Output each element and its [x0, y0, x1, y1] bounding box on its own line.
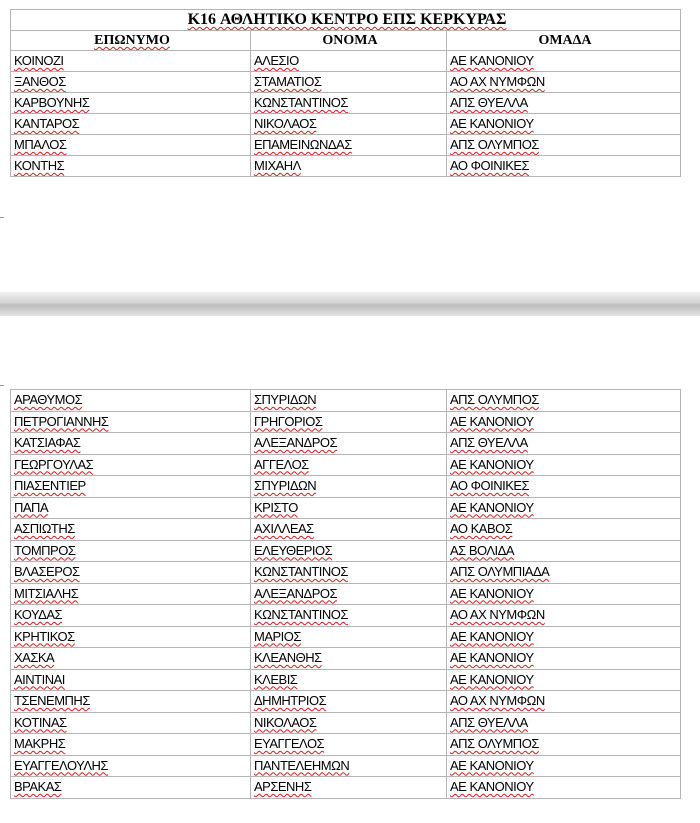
table-row — [11, 540, 681, 562]
cell-team: ΑΠΣ ΘΥΕΛΛΑ — [447, 93, 681, 114]
cell-team: ΑΠΣ ΘΥΕΛΛΑ — [447, 433, 681, 455]
table-row — [11, 433, 681, 455]
cell-name: ΣΠΥΡΙΔΩΝ — [251, 390, 447, 412]
table-row — [11, 114, 681, 135]
cell-surname: ΧΑΣΚΑ — [11, 648, 251, 670]
table-body-page-2 — [11, 390, 681, 799]
table-row — [11, 755, 681, 777]
table-row — [11, 691, 681, 713]
cell-surname: ΑΡΑΘΥΜΟΣ — [11, 390, 251, 412]
table-row — [11, 390, 681, 412]
cell-surname: ΞΑΝΘΟΣ — [11, 72, 251, 93]
cell-team: ΑΕ ΚΑΝΟΝΙΟΥ — [447, 755, 681, 777]
table-row — [11, 454, 681, 476]
cell-team: ΑΕ ΚΑΝΟΝΙΟΥ — [447, 411, 681, 433]
cell-surname: ΠΑΠΑ — [11, 497, 251, 519]
cell-surname: ΜΠΑΛΟΣ — [11, 135, 251, 156]
cell-name: ΣΠΥΡΙΔΩΝ — [251, 476, 447, 498]
cell-name: ΚΛΕΑΝΘΗΣ — [251, 648, 447, 670]
table-title — [11, 10, 681, 31]
table-row — [11, 497, 681, 519]
cell-name: ΓΡΗΓΟΡΙΟΣ — [251, 411, 447, 433]
cell-team: ΑΣ ΒΟΛΙΔΑ — [447, 540, 681, 562]
cell-team: ΑΠΣ ΟΛΥΜΠΟΣ — [447, 135, 681, 156]
cell-surname: ΤΟΜΠΡΟΣ — [11, 540, 251, 562]
cell-team: ΑΠΣ ΟΛΥΜΠΟΣ — [447, 390, 681, 412]
cell-team: ΑΟ ΚΑΒΟΣ — [447, 519, 681, 541]
cell-team: ΑΕ ΚΑΝΟΝΙΟΥ — [447, 497, 681, 519]
table-row — [11, 519, 681, 541]
cell-name: ΑΧΙΛΛΕΑΣ — [251, 519, 447, 541]
cell-name: ΚΩΝΣΤΑΝΤΙΝΟΣ — [251, 605, 447, 627]
cell-name: ΠΑΝΤΕΛΕΗΜΩΝ — [251, 755, 447, 777]
table-row — [11, 562, 681, 584]
cell-name: ΑΓΓΕΛΟΣ — [251, 454, 447, 476]
cell-team: ΑΕ ΚΑΝΟΝΙΟΥ — [447, 454, 681, 476]
cell-name: ΕΠΑΜΕΙΝΩΝΔΑΣ — [251, 135, 447, 156]
cell-name: ΔΗΜΗΤΡΙΟΣ — [251, 691, 447, 713]
cell-team: ΑΕ ΚΑΝΟΝΙΟΥ — [447, 669, 681, 691]
table-row — [11, 648, 681, 670]
cell-name: ΑΡΣΕΝΗΣ — [251, 777, 447, 799]
cell-team: ΑΟ ΑΧ ΝΥΜΦΩΝ — [447, 691, 681, 713]
cell-surname: ΚΟΤΙΝΑΣ — [11, 712, 251, 734]
cell-surname: ΑΙΝΤΙΝΑΙ — [11, 669, 251, 691]
table-row — [11, 669, 681, 691]
cell-surname: ΚΟΝΤΗΣ — [11, 156, 251, 177]
cell-name: ΝΙΚΟΛΑΟΣ — [251, 712, 447, 734]
table-row — [11, 476, 681, 498]
table-row — [11, 51, 681, 72]
cell-surname: ΠΙΑΣΕΝΤΙΕΡ — [11, 476, 251, 498]
header-team: ΟΜΑΔΑ — [447, 31, 681, 51]
header-surname: ΕΠΩΝΥΜΟ — [11, 31, 251, 51]
cell-name: ΚΛΕΒΙΣ — [251, 669, 447, 691]
cell-name: ΑΛΕΞΑΝΔΡΟΣ — [251, 433, 447, 455]
cell-team: ΑΕ ΚΑΝΟΝΙΟΥ — [447, 114, 681, 135]
table-row — [11, 93, 681, 114]
header-name: ΟΝΟΜΑ — [251, 31, 447, 51]
cell-surname: ΒΡΑΚΑΣ — [11, 777, 251, 799]
cell-surname: ΚΑΡΒΟΥΝΗΣ — [11, 93, 251, 114]
table-row — [11, 72, 681, 93]
page-break-gap — [0, 292, 700, 316]
cell-name: ΕΛΕΥΘΕΡΙΟΣ — [251, 540, 447, 562]
cell-name: ΚΡΙΣΤΟ — [251, 497, 447, 519]
cell-surname: ΚΑΝΤΑΡΟΣ — [11, 114, 251, 135]
cell-name: ΚΩΝΣΤΑΝΤΙΝΟΣ — [251, 93, 447, 114]
cell-team: ΑΕ ΚΑΝΟΝΙΟΥ — [447, 648, 681, 670]
cell-team: ΑΟ ΦΟΙΝΙΚΕΣ — [447, 476, 681, 498]
cell-surname: ΤΣΕΝΕΜΠΗΣ — [11, 691, 251, 713]
cell-surname: ΚΑΤΣΙΑΦΑΣ — [11, 433, 251, 455]
cell-team: ΑΕ ΚΑΝΟΝΙΟΥ — [447, 51, 681, 72]
table-row — [11, 626, 681, 648]
table-row — [11, 777, 681, 799]
header-row — [11, 31, 681, 51]
table-row — [11, 734, 681, 756]
cell-name: ΕΥΑΓΓΕΛΟΣ — [251, 734, 447, 756]
cell-name: ΣΤΑΜΑΤΙΟΣ — [251, 72, 447, 93]
table-row — [11, 605, 681, 627]
text-boundary-mark — [0, 205, 4, 218]
cell-surname: ΜΑΚΡΗΣ — [11, 734, 251, 756]
table-row — [11, 135, 681, 156]
table-body-page-1 — [11, 51, 681, 177]
roster-table-page-1 — [10, 9, 681, 177]
table-row — [11, 583, 681, 605]
document-page-1 — [0, 0, 700, 292]
cell-name: ΑΛΕΞΑΝΔΡΟΣ — [251, 583, 447, 605]
cell-name: ΜΑΡΙΟΣ — [251, 626, 447, 648]
cell-name: ΚΩΝΣΤΑΝΤΙΝΟΣ — [251, 562, 447, 584]
cell-team: ΑΟ ΑΧ ΝΥΜΦΩΝ — [447, 605, 681, 627]
table-title-text: K16 ΑΘΛΗΤΙΚΟ ΚΕΝΤΡΟ ΕΠΣ ΚΕΡΚΥΡΑΣ — [187, 11, 507, 28]
document-page-2 — [0, 316, 700, 823]
cell-name: ΝΙΚΟΛΑΟΣ — [251, 114, 447, 135]
table-row — [11, 156, 681, 177]
cell-name: ΑΛΕΣΙΟ — [251, 51, 447, 72]
cell-team: ΑΠΣ ΟΛΥΜΠΟΣ — [447, 734, 681, 756]
cell-surname: ΑΣΠΙΩΤΗΣ — [11, 519, 251, 541]
cell-surname: ΠΕΤΡΟΓΙΑΝΝΗΣ — [11, 411, 251, 433]
cell-surname: ΓΕΩΡΓΟΥΛΑΣ — [11, 454, 251, 476]
cell-surname: ΚΟΙΝΟΖΙ — [11, 51, 251, 72]
cell-team: ΑΠΣ ΟΛΥΜΠΙΑΔΑ — [447, 562, 681, 584]
cell-surname: ΕΥΑΓΓΕΛΟΥΛΗΣ — [11, 755, 251, 777]
cell-team: ΑΕ ΚΑΝΟΝΙΟΥ — [447, 777, 681, 799]
cell-team: ΑΟ ΦΟΙΝΙΚΕΣ — [447, 156, 681, 177]
cell-surname: ΚΟΥΔΑΣ — [11, 605, 251, 627]
cell-surname: ΒΛΑΣΕΡΟΣ — [11, 562, 251, 584]
cell-team: ΑΕ ΚΑΝΟΝΙΟΥ — [447, 626, 681, 648]
title-row — [11, 10, 681, 31]
cell-team: ΑΠΣ ΘΥΕΛΛΑ — [447, 712, 681, 734]
roster-table-page-2 — [10, 389, 681, 799]
cell-name: ΜΙΧΑΗΛ — [251, 156, 447, 177]
cell-surname: ΚΡΗΤΙΚΟΣ — [11, 626, 251, 648]
cell-surname: ΜΙΤΣΙΑΛΗΣ — [11, 583, 251, 605]
cell-team: ΑΕ ΚΑΝΟΝΙΟΥ — [447, 583, 681, 605]
table-row — [11, 411, 681, 433]
table-row — [11, 712, 681, 734]
text-boundary-mark — [0, 373, 4, 386]
cell-team: ΑΟ ΑΧ ΝΥΜΦΩΝ — [447, 72, 681, 93]
